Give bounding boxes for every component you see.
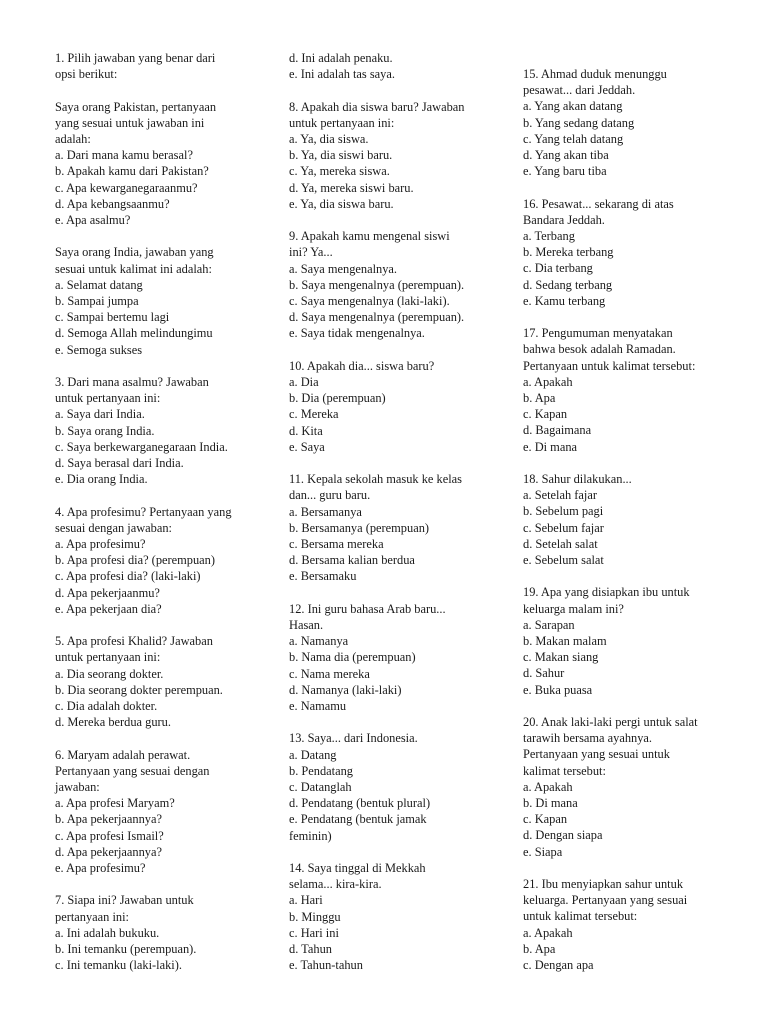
text-line: c. Dia adalah dokter. <box>55 699 158 714</box>
text-line: jawaban: <box>55 780 100 795</box>
text-line: e. Di mana <box>523 439 578 454</box>
text-line: 4. Apa profesimu? Pertanyaan yang <box>55 504 232 519</box>
text-line: d. Apa pekerjaannya? <box>55 844 162 859</box>
text-line: b. Ini temanku (perempuan). <box>55 942 197 957</box>
text-line: c. Apa profesi Ismail? <box>55 828 164 843</box>
text-line: c. Sebelum fajar <box>523 520 604 535</box>
text-line: a. Setelah fajar <box>523 488 597 503</box>
text-line: e. Semoga sukses <box>55 342 143 357</box>
text-line: b. Pendatang <box>289 763 354 778</box>
text-line: a. Dia <box>289 375 319 390</box>
column-1 <box>55 50 265 990</box>
text-line: a. Hari <box>289 893 323 908</box>
text-line: e. Saya <box>289 439 325 454</box>
text-line: untuk pertanyaan ini: <box>289 115 395 130</box>
text-line: e. Namamu <box>289 699 347 714</box>
question-block <box>289 730 504 843</box>
text-line: 20. Anak laki-laki pergi untuk salat <box>523 715 698 730</box>
question-block <box>523 584 738 697</box>
text-line: c. Dengan apa <box>523 958 594 973</box>
text-line: Saya orang Pakistan, pertanyaan <box>55 99 217 114</box>
text-line: d. Dengan siapa <box>523 828 603 843</box>
text-line: d. Ini adalah penaku. <box>289 51 393 65</box>
text-line: d. Bagaimana <box>523 423 592 438</box>
text-line: b. Mereka terbang <box>523 245 614 260</box>
text-line: 9. Apakah kamu mengenal siswi <box>289 229 450 244</box>
question-block <box>289 358 504 455</box>
question-block <box>523 196 738 309</box>
text-line: a. Dari mana kamu berasal? <box>55 148 193 163</box>
question-block <box>289 601 504 714</box>
text-line: a. Dia seorang dokter. <box>55 666 164 681</box>
text-line: 19. Apa yang disiapkan ibu untuk <box>523 585 690 600</box>
column-3 <box>523 66 738 989</box>
text-line: bahwa besok adalah Ramadan. <box>523 342 676 357</box>
text-line: 14. Saya tinggal di Mekkah <box>289 861 426 876</box>
text-line: b. Apakah kamu dari Pakistan? <box>55 164 209 179</box>
text-line: e. Sebelum salat <box>523 553 604 568</box>
question-block <box>289 471 504 584</box>
question-block <box>55 633 265 730</box>
text-line: e. Pendatang (bentuk jamak <box>289 812 427 827</box>
text-line: d. Apa pekerjaanmu? <box>55 585 160 600</box>
text-line: d. Sedang terbang <box>523 277 613 292</box>
text-line: a. Ini adalah bukuku. <box>55 925 160 940</box>
text-line: b. Ya, dia siswi baru. <box>289 148 393 163</box>
question-block <box>289 860 504 973</box>
text-line: e. Bersamaku <box>289 569 357 584</box>
text-line: a. Selamat datang <box>55 277 143 292</box>
question-block <box>55 50 265 82</box>
text-line: c. Yang telah datang <box>523 131 624 146</box>
text-line: e. Dia orang India. <box>55 472 148 487</box>
text-line: c. Saya berkewarganegaraan India. <box>55 439 228 454</box>
text-line: c. Hari ini <box>289 925 339 940</box>
text-line: Pertanyaan yang sesuai dengan <box>55 763 210 778</box>
text-line: d. Pendatang (bentuk plural) <box>289 796 431 811</box>
text-line: a. Apa profesi Maryam? <box>55 796 175 811</box>
text-line: a. Apakah <box>523 925 573 940</box>
text-line: e. Siapa <box>523 844 563 859</box>
question-block <box>523 876 738 973</box>
text-line: b. Yang sedang datang <box>523 115 635 130</box>
text-line: 15. Ahmad duduk menunggu <box>523 67 667 81</box>
question-block <box>523 471 738 568</box>
text-line: d. Bersama kalian berdua <box>289 553 415 568</box>
text-line: d. Kita <box>289 423 323 438</box>
question-block <box>289 99 504 212</box>
question-block <box>55 504 265 617</box>
text-line: c. Nama mereka <box>289 666 370 681</box>
text-line: c. Kapan <box>523 812 568 827</box>
text-line: kalimat tersebut: <box>523 763 606 778</box>
question-block <box>55 892 265 973</box>
text-line: c. Bersama mereka <box>289 537 384 552</box>
text-line: a. Bersamanya <box>289 504 362 519</box>
question-block <box>55 99 265 229</box>
question-block <box>523 714 738 860</box>
text-line: pertanyaan ini: <box>55 909 129 924</box>
text-line: c. Kapan <box>523 407 568 422</box>
text-line: d. Setelah salat <box>523 536 598 551</box>
text-line: untuk pertanyaan ini: <box>55 391 161 406</box>
question-block <box>55 374 265 487</box>
text-line: 21. Ibu menyiapkan sahur untuk <box>523 877 684 892</box>
text-line: a. Apa profesimu? <box>55 537 146 552</box>
text-line: 1. Pilih jawaban yang benar dari <box>55 51 216 65</box>
text-line: 5. Apa profesi Khalid? Jawaban <box>55 634 213 649</box>
text-line: b. Apa pekerjaannya? <box>55 812 162 827</box>
text-line: b. Apa <box>523 941 556 956</box>
text-line: a. Saya dari India. <box>55 407 145 422</box>
text-line: c. Ya, mereka siswa. <box>289 164 390 179</box>
text-line: d. Apa kebangsaanmu? <box>55 196 170 211</box>
text-line: 17. Pengumuman menyatakan <box>523 326 673 341</box>
text-line: 11. Kepala sekolah masuk ke kelas <box>289 472 462 487</box>
text-line: dan... guru baru. <box>289 488 371 503</box>
text-line: b. Saya mengenalnya (perempuan). <box>289 277 465 292</box>
text-line: e. Kamu terbang <box>523 293 606 308</box>
text-line: b. Bersamanya (perempuan) <box>289 520 430 535</box>
text-line: b. Saya orang India. <box>55 423 155 438</box>
text-line: ini? Ya... <box>289 245 333 260</box>
text-line: pesawat... dari Jeddah. <box>523 83 636 98</box>
text-line: e. Ya, dia siswa baru. <box>289 196 394 211</box>
text-line: keluarga. Pertanyaan yang sesuai <box>523 893 688 908</box>
text-line: Saya orang India, jawaban yang <box>55 245 214 260</box>
text-line: e. Apa asalmu? <box>55 213 131 228</box>
text-line: d. Tahun <box>289 942 332 957</box>
text-line: c. Dia terbang <box>523 261 593 276</box>
text-line: b. Makan malam <box>523 634 607 649</box>
text-line: Hasan. <box>289 618 324 633</box>
text-line: e. Saya tidak mengenalnya. <box>289 326 425 341</box>
text-line: adalah: <box>55 132 91 146</box>
text-line: e. Yang baru tiba <box>523 164 607 179</box>
text-line: opsi berikut: <box>55 67 118 82</box>
text-line: selama... kira-kira. <box>289 877 382 892</box>
text-line: c. Apa kewarganegaraanmu? <box>55 180 198 195</box>
text-line: e. Apa profesimu? <box>55 861 146 876</box>
text-line: yang sesuai untuk jawaban ini <box>55 115 205 130</box>
text-line: d. Saya berasal dari India. <box>55 456 184 471</box>
text-line: b. Apa profesi dia? (perempuan) <box>55 553 215 568</box>
text-line: b. Dia seorang dokter perempuan. <box>55 682 223 697</box>
text-line: untuk pertanyaan ini: <box>55 650 161 665</box>
column-2 <box>289 50 504 990</box>
text-line: tarawih bersama ayahnya. <box>523 731 653 746</box>
question-block <box>289 228 504 341</box>
text-line: a. Apakah <box>523 374 573 389</box>
text-line: a. Datang <box>289 747 337 762</box>
text-line: b. Sampai jumpa <box>55 294 139 309</box>
text-line: a. Saya mengenalnya. <box>289 261 398 276</box>
text-line: e. Apa pekerjaan dia? <box>55 601 162 616</box>
text-line: b. Minggu <box>289 909 341 924</box>
text-line: d. Sahur <box>523 666 565 681</box>
text-line: e. Buka puasa <box>523 682 593 697</box>
text-line: Pertanyaan untuk kalimat tersebut: <box>523 358 696 373</box>
question-block <box>523 66 738 179</box>
text-line: a. Ya, dia siswa. <box>289 132 369 146</box>
text-line: b. Apa <box>523 391 556 406</box>
text-line: keluarga malam ini? <box>523 601 624 616</box>
text-line: Bandara Jeddah. <box>523 212 605 227</box>
text-line: sesuai untuk kalimat ini adalah: <box>55 261 212 276</box>
text-line: d. Semoga Allah melindungimu <box>55 326 213 341</box>
question-block <box>523 325 738 455</box>
text-line: d. Saya mengenalnya (perempuan). <box>289 310 465 325</box>
text-line: Pertanyaan yang sesuai untuk <box>523 747 670 762</box>
text-line: sesuai dengan jawaban: <box>55 520 172 535</box>
question-block <box>289 50 504 82</box>
text-line: a. Sarapan <box>523 617 575 632</box>
text-line: 10. Apakah dia... siswa baru? <box>289 358 435 373</box>
text-line: 18. Sahur dilakukan... <box>523 472 632 487</box>
text-line: a. Yang akan datang <box>523 99 623 114</box>
question-block <box>55 244 265 357</box>
text-line: d. Namanya (laki-laki) <box>289 682 402 697</box>
text-line: d. Mereka berdua guru. <box>55 715 171 730</box>
text-line: 13. Saya... dari Indonesia. <box>289 731 418 746</box>
text-line: untuk kalimat tersebut: <box>523 909 638 924</box>
text-line: 3. Dari mana asalmu? Jawaban <box>55 375 209 390</box>
text-line: a. Namanya <box>289 634 349 649</box>
text-line: c. Apa profesi dia? (laki-laki) <box>55 569 201 584</box>
text-line: e. Tahun-tahun <box>289 958 363 973</box>
text-line: 7. Siapa ini? Jawaban untuk <box>55 893 194 908</box>
text-line: c. Makan siang <box>523 650 599 665</box>
text-line: e. Ini adalah tas saya. <box>289 67 395 82</box>
text-line: c. Ini temanku (laki-laki). <box>55 958 182 973</box>
text-line: a. Apakah <box>523 779 573 794</box>
text-line: b. Di mana <box>523 796 578 811</box>
question-block <box>55 747 265 877</box>
text-line: 12. Ini guru bahasa Arab baru... <box>289 601 446 616</box>
text-line: 16. Pesawat... sekarang di atas <box>523 196 674 211</box>
text-line: c. Sampai bertemu lagi <box>55 310 170 325</box>
text-line: 6. Maryam adalah perawat. <box>55 747 191 762</box>
text-line: 8. Apakah dia siswa baru? Jawaban <box>289 99 465 114</box>
text-line: b. Dia (perempuan) <box>289 391 386 406</box>
text-line: c. Mereka <box>289 407 339 422</box>
text-line: feminin) <box>289 828 332 843</box>
text-line: c. Datanglah <box>289 780 352 795</box>
text-line: c. Saya mengenalnya (laki-laki). <box>289 294 450 309</box>
text-line: d. Yang akan tiba <box>523 148 609 163</box>
text-line: b. Nama dia (perempuan) <box>289 650 416 665</box>
text-line: a. Terbang <box>523 229 575 244</box>
text-line: b. Sebelum pagi <box>523 504 604 519</box>
text-line: d. Ya, mereka siswi baru. <box>289 180 414 195</box>
